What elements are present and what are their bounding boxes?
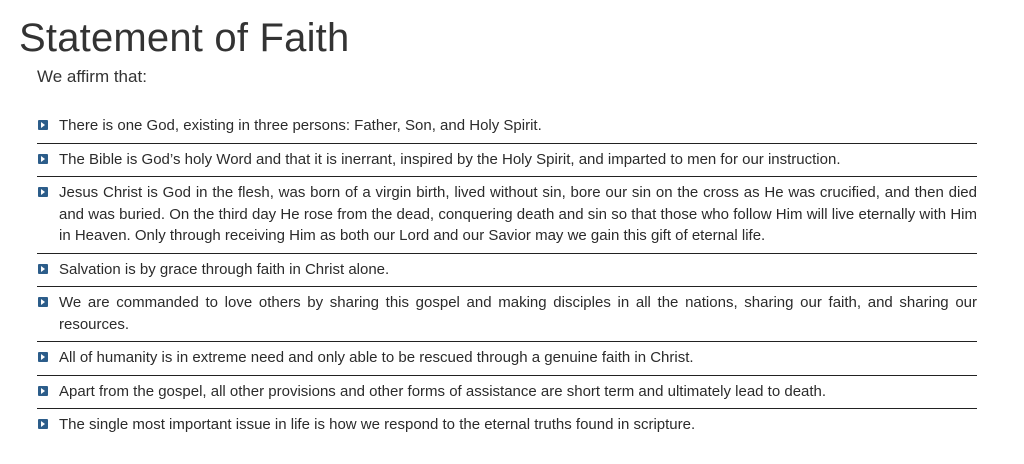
list-item	[37, 144, 977, 178]
list-item	[37, 409, 977, 442]
arrow-square-bullet-icon	[38, 120, 48, 130]
arrow-square-bullet-icon	[38, 352, 48, 362]
list-item	[37, 287, 977, 342]
arrow-square-bullet-icon	[38, 154, 48, 164]
statement-text: We are commanded to love others by sharing this gospel and making disciples in all the nations, sharing our faith, and sharing our resources.	[59, 294, 977, 333]
arrow-square-bullet-icon	[38, 187, 48, 197]
faith-statements-list	[37, 110, 977, 442]
statement-text: The Bible is God’s holy Word and that it is inerrant, inspired by the Holy Spirit, and imparted to men for our instruction.	[59, 150, 841, 168]
statement-text: The single most important issue in life is how we respond to the eternal truths found in scripture.	[59, 416, 696, 433]
arrow-square-bullet-icon	[38, 419, 48, 429]
arrow-square-bullet-icon	[38, 297, 48, 307]
statement-text: Jesus Christ is God in the flesh, was born of a virgin birth, lived without sin, bore our sin on the cross as He was crucified, and then died and was buried. On the third day He rose from the dead, conquering death and sin so that those who follow Him will live eternally with Him in Heaven. Only through receiving Him as both our Lord and our Savior may we gain this gift of eternal life.	[59, 184, 977, 244]
page-title: Statement of Faith	[19, 16, 350, 60]
arrow-square-bullet-icon	[38, 386, 48, 396]
list-item	[37, 110, 977, 144]
list-item	[37, 342, 977, 376]
intro-text: We affirm that:	[37, 67, 147, 86]
arrow-square-bullet-icon	[38, 264, 48, 274]
statement-text: All of humanity is in extreme need and only able to be rescued through a genuine faith in Christ.	[59, 349, 694, 366]
statement-text: There is one God, existing in three persons: Father, Son, and Holy Spirit.	[59, 117, 542, 134]
list-item	[37, 177, 977, 254]
statement-text: Apart from the gospel, all other provisions and other forms of assistance are short term and ultimately lead to death.	[59, 382, 827, 400]
list-item	[37, 254, 977, 288]
list-item	[37, 376, 977, 410]
statement-text: Salvation is by grace through faith in Christ alone.	[59, 260, 390, 278]
